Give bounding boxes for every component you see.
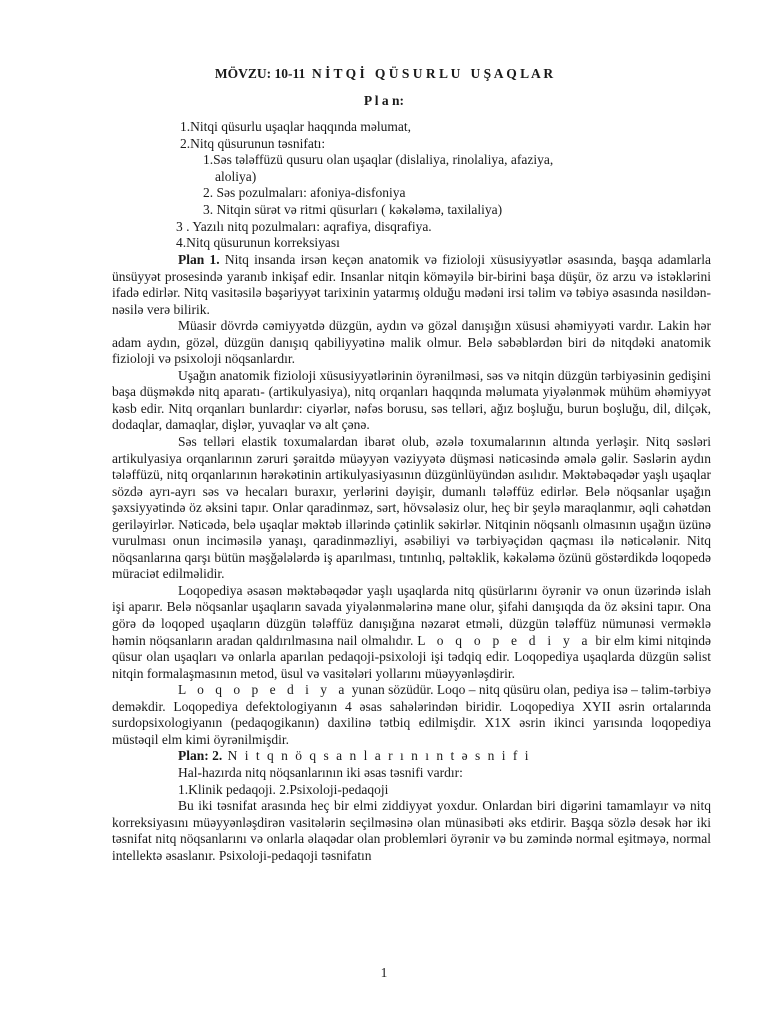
plan-list: [0, 119, 768, 252]
document-body: [112, 252, 711, 864]
plan-1-label: Plan 1.: [178, 252, 220, 267]
plan-2-heading: [112, 748, 711, 765]
text-line: 1.Klinik pedaqoji. 2.Psixoloji-pedaqoji: [178, 781, 389, 797]
plan-subitem: 3. Nitqin sürət və ritmi qüsurları ( kəkələmə, taxilaliya): [203, 201, 503, 217]
plan-item: 2.Nitq qüsurunun təsnifatı:: [180, 135, 326, 151]
plan-item: 3 . Yazılı nitq pozulmaları: aqrafiya, disqrafiya.: [176, 218, 432, 234]
paragraph-text: Loqopediya əsasən məktəbəqədər yaşlı uşaqlarda nitq qüsürlarını öyrənir və onun üzərində islah işi aparır. Belə nöqsanlar uşaqların savada yiyələnmələrinə mane olur, şifahi danışıqda da öz əksini tapır. Ona görə də loqoped uşaqların düzgün tələffüz danışığına nəzarət etməli, düzgün tələffüz nümunəsi verməklə həmin nöqsanların aradan qaldırılmasına nail olmalıdır.: [112, 582, 711, 648]
plan-2-title: N i t q n ö q s a n l a r ı n ı n t ə s n i f i: [222, 748, 531, 764]
plan-item: 1.Nitqi qüsurlu uşaqlar haqqında məlumat,: [180, 119, 411, 134]
page-number: 1: [380, 965, 388, 980]
paragraph: Uşağın anatomik fizioloji xüsusiyyətlərinin öyrənilməsi, səs və nitqin düzgün tərbiyəsinin gedişini başa düşməkdə nitq aparatı- (artikulyasiya), nitq orqanları haqqında məlumata yiyələnmək mühüm əhəmiyyət kəsb edir. Nitq orqanları bunlardır: ciyərlər, nəfəs borusu, səs telləri, ağız boşluğu, burun boşluğu, dil, dilçək, dodaqlar, damaqlar, dişlər, yuvaqlar və alt çənə.: [112, 367, 711, 433]
paragraph-loqopediya: [112, 583, 711, 682]
paragraph: Bu iki təsnifat arasında heç bir elmi ziddiyyət yoxdur. Onlardan biri digərini tamamlayır və nitq korreksiyasını müəyyənləşdirən vasitələrin seçilməsinə olan münasibəti əks etdirir. Başqa sözlə desək hər iki təsnifat nitq nöqsanlarını və onlarla əlaqədar olan problemləri öyrənir və bu zəmində normal eşitməyə, normal intellektə əsaslanır. Psixoloji-pedaqoji təsnifatın: [112, 798, 711, 863]
paragraph-text: yunan sözüdür. Loqo – nitq qüsüru olan, pediya isə – təlim-tərbiyə deməkdir. Loqopediya defektologiyanın 4 əsas sahələrindən biridir. Loqopediya XYII əsrin ortalarında surdopsixologiyanın (pedaqogikanın) daxilinə tətbiq edilmişdir. X1X əsrin ikinci yarısında loqopediya müstəqil elm kimi öyrənilmişdir.: [112, 682, 711, 747]
plan-heading: P l a n:: [363, 93, 405, 108]
plan-subitem: 2. Səs pozulmaları: afoniya-disfoniya: [203, 185, 406, 201]
plan-item: 4.Nitq qüsurunun korreksiyası: [176, 235, 340, 251]
plan-subitem: 1.Səs tələffüzü qusuru olan uşaqlar (dislaliya, rinolaliya, afaziya,: [203, 152, 554, 168]
paragraph-text: Nitq insanda irsən keçən anatomik və fizioloji xüsusiyyətlər əsasında, başqa adamlarla ünsüyyət prosesində yaranıb inkişaf edir. Insanlar nitqin köməyilə bir-birini başa düşür, öz arzu və istəklərini ifadə edirlər. Nitq vasitəsilə bəşəriyyət tarixinin yatarmış olduğu mədəni irsi təlim və təbiyə əsasında nəsildən-nəsilə verə bilirik.: [112, 252, 711, 317]
paragraph-text: bir elm kimi nitqində qüsur olan uşaqları və onlarla aparılan pedaqoji-psixoloji işi tədqiq edir. Loqopediya uşaqlarda düzgün səlist nitqin formalaşmasının metod, üsul və vasitələri yollarını müəyyənləşdirir.: [112, 632, 711, 681]
paragraph-loqopediya-definition: [112, 682, 711, 748]
paragraph: Səs telləri elastik toxumalardan ibarət olub, əzələ toxumalarının altında yerləşir. Nitq səsləri artikulyasiya orqanlarının zəruri şəraitdə müəyyən vəziyyətə düşməsi nəticəsində əmələ gəlir. Səslərin aydın tələffüzü, nitq orqanlarının hərəkətinin artikulyasiyasının düzgünlüyündən asılıdır. Məktəbəqədər yaşlı uşaqlar sözdə ayrı-ayrı səs və hecaları buraxır, yerlərini dəyişir, dumanlı tələffüz edirlər. Belə nöqsanlar uşağın şəxsiyyətində öz əksini tapır. Onlar qaradinməz, sərt, hövsələsiz olur, heç bir şeylə maraqlanmır, əqli cəhətdən geriləyirlər. Nəticədə, belə uşaqlar məktəb illərində çətinlik səkirlər. Nitqinin nöqsanlı olmasının uşağın üzünə vurulması onun inciməsilə yanaşı, qaradinməzliyi, əsəbiliyi və tərbiyəçidən qaçması ilə nəticələnir. Nitq nöqsanlarına qarşı bütün məşğələlərdə iş aparılması, tıntınlıq, pəltəklik, kəkələmə özünü göstərdikdə loqopedə müraciət edilməlidir.: [112, 434, 711, 582]
spaced-term: L o q o p e d i y a: [417, 632, 592, 648]
spaced-term: L o q o p e d i y a: [178, 682, 349, 698]
paragraph-plan-1: [112, 252, 711, 318]
plan-subitem-continuation: aloliya): [215, 168, 257, 184]
paragraph: Müasir dövrdə cəmiyyətdə düzgün, aydın və gözəl danışığın xüsusi əhəmiyyəti vardır. Lakin hər adam aydın, gözəl, düzgün danışıq qabiliyyətinə malik olmur. Belə səbəblərdən biri də nitqdəki anatomik fizioloji və psixoloji nöqsanlardır.: [112, 318, 711, 367]
plan-2-label: Plan: 2.: [178, 748, 223, 764]
document-title: MÖVZU: 10-11 N İ T Q İ Q Ü S U R L U U Ş A Q L A R: [214, 66, 554, 81]
text-line: Hal-hazırda nitq nöqsanlarının iki əsas təsnifi vardır:: [178, 764, 463, 780]
